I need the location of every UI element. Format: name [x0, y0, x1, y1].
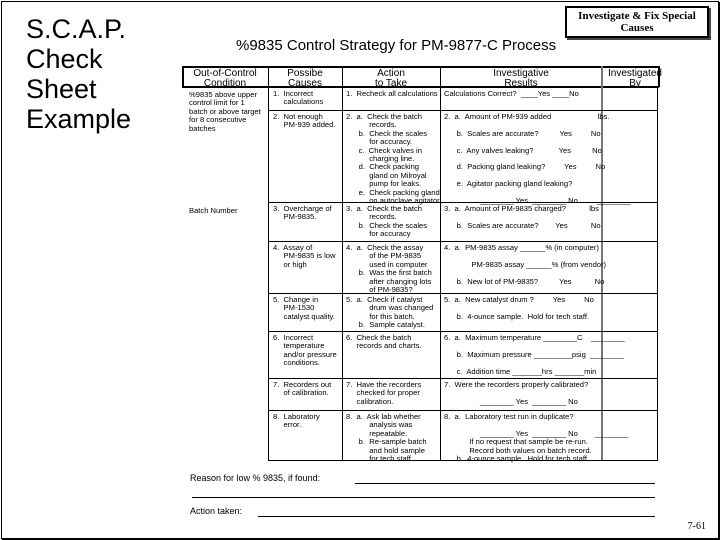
row-6-action: 6. Check the batch records and charts. — [346, 333, 422, 351]
document-title: %9835 Control Strategy for PM-9877-C Process — [236, 37, 557, 54]
row-8-action: 8. a. Ask lab whether analysis was repeatable. b. Re-sample batch and hold sample for tech staff — [346, 412, 427, 464]
row-divider — [268, 331, 658, 332]
row-4-cause: 4. Assay of PM-9835 is low or high — [273, 243, 336, 269]
row-2-result: 2. a. Amount of PM-939 added lbs. b. Scales are accurate? Yes No c. Any valves leaking? Yes No d. Packing gland leaking? Yes No e. Agitator packing gland leaking? ________ Yes ________ No ________ — [444, 112, 631, 206]
condition-cell: Batch Number — [189, 206, 238, 215]
row-2-cause: 2. Not enough PM-939 added. — [273, 112, 336, 130]
row-7-action: 7. Have the recorders checked for proper calibration. — [346, 380, 422, 406]
row-divider — [268, 378, 658, 379]
callout-box: Investigate & Fix Special Causes — [565, 6, 709, 38]
row-7-result: 7. Were the recorders properly calibrated? ________ Yes ________ No — [444, 380, 589, 406]
col-divider — [268, 66, 269, 460]
action-label: Action taken: — [190, 506, 243, 516]
condition-cell: %9835 above upper control limit for 1 batch or above target for 8 consecutive batches — [189, 90, 261, 133]
header-causes: Possibe Causes — [287, 68, 323, 89]
row-5-action: 5. a. Check if catalyst drum was changed for this batch. b. Sample catalyst. — [346, 295, 434, 330]
row-1-result: Calculations Correct? ____Yes ____No — [444, 89, 579, 98]
page-number: 7-61 — [687, 521, 706, 532]
row-2-action: 2. a. Check the batch records. b. Check the scales for accuracy. c. Check valves in charging line. d. Check packing gland on Milroyal pump for leaks. e. Check packing gland on autoclave agitator. — [346, 112, 442, 206]
row-3-result: 3. a. Amount of PM-9835 charged? lbs b. Scales are accurate? Yes No — [444, 204, 601, 230]
row-3-action: 3. a. Check the batch records. b. Check the scales for accuracy — [346, 204, 428, 239]
row-4-action: 4. a. Check the assay of the PM-9835 used in computer b. Was the first batch after changing lots of PM-9835? — [346, 243, 432, 295]
row-7-cause: 7. Recorders out of calibration. — [273, 380, 332, 398]
row-8-result: 8. a. Laboratory test run in duplicate? ________ Yes ________ No ________ If no request that sample be re-run. Record both values on batch record. b. 4-ounce sample. Hold for tech staff — [444, 412, 629, 464]
row-1-cause: 1. Incorrect calculations — [273, 89, 324, 107]
row-divider — [268, 241, 658, 242]
row-5-result: 5. a. New catalyst drum ? Yes No b. 4-ounce sample. Hold for tech staff. — [444, 295, 594, 321]
row-6-result: 6. a. Maximum temperature ________C ________ b. Maximum pressure _________psig ________ c. Addition time _______hrs _______min — [444, 333, 625, 376]
header-results: Investigative Results — [493, 68, 549, 89]
row-divider — [268, 293, 658, 294]
reason-label: Reason for low % 9835, if found: — [190, 473, 321, 483]
row-6-cause: 6. Incorrect temperature and/or pressure conditions. — [273, 333, 337, 368]
row-5-cause: 5. Change in PM-1530 catalyst quality. — [273, 295, 335, 321]
header-investigated-by: Investigated By — [608, 68, 662, 89]
col-divider — [657, 86, 658, 460]
reason-line-2[interactable] — [192, 497, 655, 498]
action-line[interactable] — [258, 516, 655, 517]
reason-line[interactable] — [355, 483, 655, 484]
row-divider — [268, 410, 658, 411]
header-action: Action to Take — [374, 68, 408, 89]
row-1-action: 1. Recheck all calculations — [346, 89, 438, 98]
row-4-result: 4. a. PM-9835 assay ______% (in computer) PM-9835 assay ______% (from vendor) b. New lot of PM-9835? Yes No — [444, 243, 607, 286]
row-3-cause: 3. Overcharge of PM-9835. — [273, 204, 332, 222]
row-divider — [268, 110, 658, 111]
row-8-cause: 8. Laboratory error. — [273, 412, 320, 430]
slide-title: S.C.A.P. Check Sheet Example — [26, 14, 132, 134]
header-condition: Out-of-Control Condition — [193, 68, 257, 89]
